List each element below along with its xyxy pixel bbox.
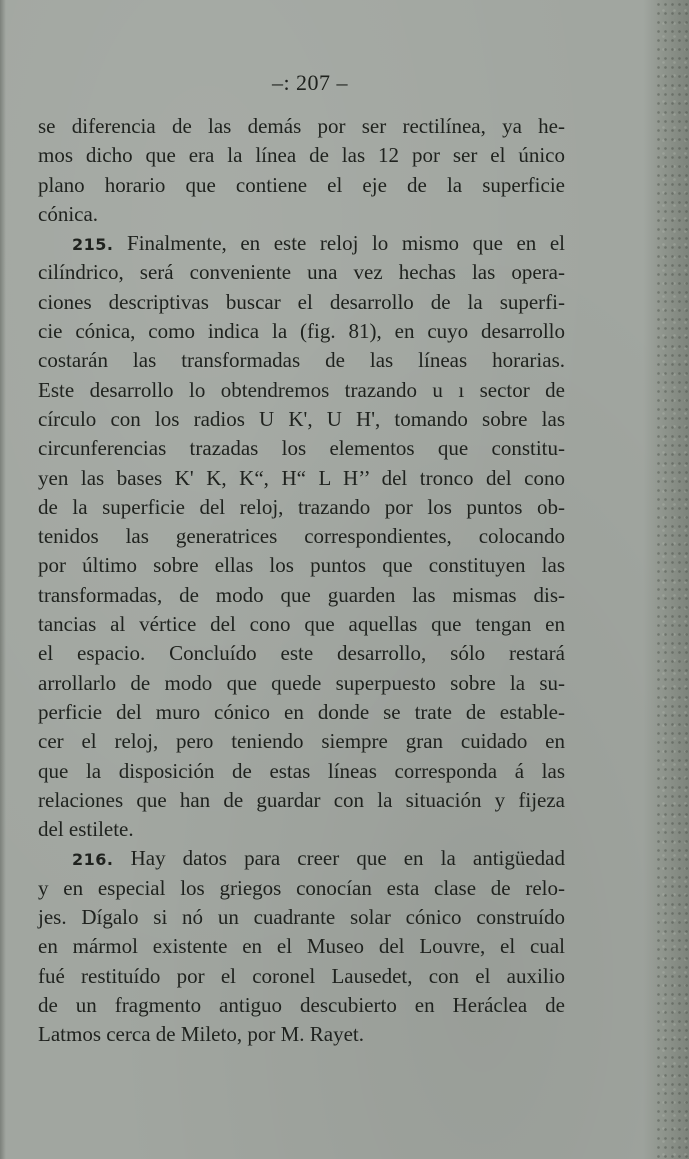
text-line: costarán las transformadas de las líneas horarias. — [38, 348, 565, 373]
text-line: cilíndrico, será conveniente una vez hechas las opera- — [38, 260, 565, 285]
text-line: plano horario que contiene el eje de la superficie — [38, 172, 565, 197]
text-line: círculo con los radios U K', U H', tomando sobre las — [38, 406, 565, 431]
text-line: de un fragmento antiguo descubierto en Heráclea de — [38, 992, 565, 1017]
text-line: el espacio. Concluído este desarrollo, sólo restará — [38, 641, 565, 666]
paragraph-first-line — [38, 229, 565, 258]
body-text — [38, 112, 565, 1050]
paragraph-number: 216. — [72, 850, 114, 870]
text-line: Hay datos para creer que en la antigüedad — [130, 846, 566, 871]
text-line: tancias al vértice del cono que aquellas que tengan en — [38, 612, 565, 637]
page-number: –: 207 – — [271, 70, 349, 95]
text-line: transformadas, de modo que guarden las mismas dis- — [38, 582, 565, 607]
text-line: ciones descriptivas buscar el desarrollo de la superfi- — [38, 289, 565, 314]
text-line: Finalmente, en este reloj lo mismo que en el — [127, 231, 565, 256]
page-edge-texture — [655, 0, 689, 1159]
text-line: que la disposición de estas líneas corresponda á las — [38, 758, 565, 783]
text-line: tenidos las generatrices correspondientes, colocando — [38, 524, 565, 549]
text-line: mos dicho que era la línea de las 12 por ser el único — [38, 143, 565, 168]
page-left-edge-shadow — [0, 0, 6, 1159]
text-line: por último sobre ellas los puntos que constituyen las — [38, 553, 565, 578]
text-line: perficie del muro cónico en donde se trate de estable- — [38, 699, 565, 724]
text-line: se diferencia de las demás por ser rectilínea, ya he- — [38, 114, 565, 138]
text-line: jes. Dígalo si nó un cuadrante solar cónico construído — [38, 905, 565, 930]
text-line: circunferencias trazadas los elementos que constitu- — [38, 436, 565, 461]
paragraph-number: 215. — [72, 235, 114, 255]
text-line: relaciones que han de guardar con la situación y fijeza — [38, 787, 565, 812]
text-line: Latmos cerca de Mileto, por M. Rayet. — [38, 1022, 364, 1047]
text-line: del estilete. — [38, 817, 134, 842]
text-line: de la superficie del reloj, trazando por los puntos ob- — [38, 494, 565, 519]
text-line: yen las bases K' K, K“, H“ L H’’ del tronco del cono — [38, 465, 565, 490]
text-line: fué restituído por el coronel Lausedet, con el auxilio — [38, 963, 565, 988]
paragraph-first-line — [38, 844, 565, 873]
text-line: y en especial los griegos conocían esta clase de relo- — [38, 875, 565, 900]
text-line: Este desarrollo lo obtendremos trazando u ı sector de — [38, 377, 565, 402]
text-line: en mármol existente en el Museo del Louvre, el cual — [38, 934, 565, 959]
text-line: cónica. — [38, 201, 99, 226]
text-line: arrollarlo de modo que quede superpuesto sobre la su- — [38, 670, 565, 695]
text-line: cer el reloj, pero teniendo siempre gran cuidado en — [38, 729, 565, 754]
text-line: cie cónica, como indica la (fig. 81), en cuyo desarrollo — [38, 319, 565, 344]
